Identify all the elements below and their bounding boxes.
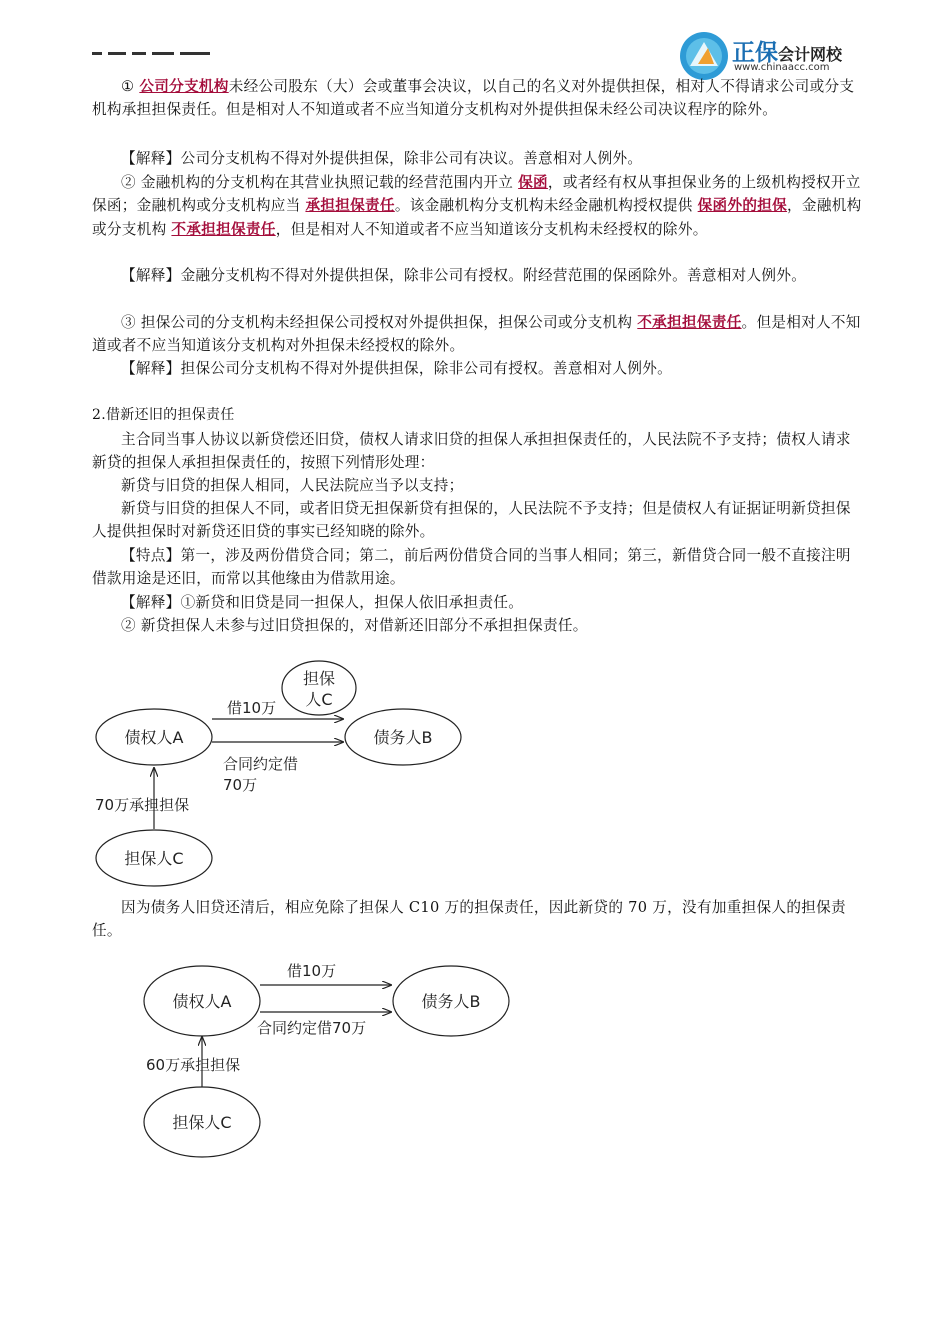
paragraph-guarantee-branch: ③ 担保公司的分支机构未经担保公司授权对外提供担保，担保公司或分支机构 不承担担保责任。但是相对人不知道或者不应当知道该分支机构对外担保未经授权的除外。	[92, 314, 861, 355]
paragraph-explanation-2: 【解释】金融分支机构不得对外提供担保，除非公司有授权。附经营范围的保函除外。善意相对人例外。	[121, 267, 807, 284]
paragraph-same-guarantor: 新贷与旧贷的担保人相同，人民法院应当予以支持；	[121, 477, 464, 494]
loan-label: 借10万	[287, 962, 337, 980]
debtor-label: 债务人B	[373, 728, 433, 747]
guarantor-top-label-1: 担保	[302, 669, 336, 688]
loan-label: 借10万	[227, 699, 277, 717]
highlight-term: 保函	[518, 174, 548, 191]
contract-label-1: 合同约定借	[223, 755, 299, 773]
highlight-term: 承担担保责任	[305, 197, 395, 215]
highlight-term: 不承担担保责任	[637, 314, 742, 331]
paragraph-features: 【特点】第一，涉及两份借贷合同；第二，前后两份借贷合同的当事人相同；第三，新借贷合同一般不直接注明借款用途是还旧，而常以其他缘由为借款用途。	[92, 547, 851, 588]
guarantor-label: 担保人C	[172, 1113, 232, 1132]
guarantee-label: 70万承担担保	[95, 796, 190, 814]
paragraph-financial-branch: ② 金融机构的分支机构在其营业执照记载的经营范围内开立 保函，或者经有权从事担保业务的上级机构授权开立保函；金融机构或分支机构应当 承担担保责任。该金融机构分支机构未经金融机构授权提供 保函外的担保，金融机构或分支机构 不承担担保责任，但是相对人不知道或者不应当知道该分支机构未经授权的除外。	[92, 174, 862, 238]
highlight-term: 不承担担保责任	[171, 220, 276, 238]
diagram-2	[144, 962, 509, 1157]
creditor-label: 债权人A	[172, 992, 232, 1011]
paragraph-branch-company: ① 公司分支机构未经公司股东（大）会或董事会决议，以自己的名义对外提供担保，相对人不得请求公司或分支机构承担担保责任。但是相对人不知道或者不应当知道分支机构对外提供担保未经公司决议程序的除外。	[92, 78, 855, 119]
diagram-1	[95, 661, 461, 886]
paragraph-new-for-old: 主合同当事人协议以新贷偿还旧贷，债权人请求旧贷的担保人承担担保责任的，人民法院不予支持；债权人请求新贷的担保人承担担保责任的，按照下列情形处理：	[92, 431, 851, 472]
debtor-label: 债务人B	[421, 992, 481, 1011]
paragraph-different-guarantor: 新贷与旧贷的担保人不同，或者旧贷无担保新贷有担保的，人民法院不予支持；但是债权人有证据证明新贷担保人提供担保时对新贷还旧贷的事实已经知晓的除外。	[92, 500, 851, 541]
paragraph-explanation-3: 【解释】担保公司分支机构不得对外提供担保，除非公司有授权。善意相对人例外。	[121, 360, 673, 377]
guarantor-label: 担保人C	[124, 849, 184, 868]
logo-url: www.chinaacc.com	[734, 62, 830, 73]
highlight-term: 保函外的担保	[697, 197, 788, 215]
paragraph-conclusion: 因为债务人旧贷还清后，相应免除了担保人 C10 万的担保责任，因此新贷的 70 万，没有加重担保人的担保责任。	[92, 899, 846, 940]
section-heading: 2.借新还旧的担保责任	[92, 407, 235, 423]
highlight-term: 公司分支机构	[139, 78, 229, 95]
paragraph-explanation-5: ② 新贷担保人未参与过旧贷担保的，对借新还旧部分不承担担保责任。	[121, 617, 588, 634]
contract-label-2: 70万	[223, 776, 258, 794]
paragraph-explanation-4: 【解释】①新贷和旧贷是同一担保人，担保人依旧承担责任。	[121, 594, 524, 611]
guarantor-top-label-2: 人C	[305, 690, 333, 709]
logo-brand-text: 正保会计网校	[732, 40, 843, 66]
creditor-label: 债权人A	[124, 728, 184, 747]
guarantee-label: 60万承担担保	[146, 1056, 241, 1074]
contract-label: 合同约定借70万	[257, 1019, 367, 1037]
paragraph-explanation-1: 【解释】公司分支机构不得对外提供担保，除非公司有决议。善意相对人例外。	[121, 150, 643, 167]
